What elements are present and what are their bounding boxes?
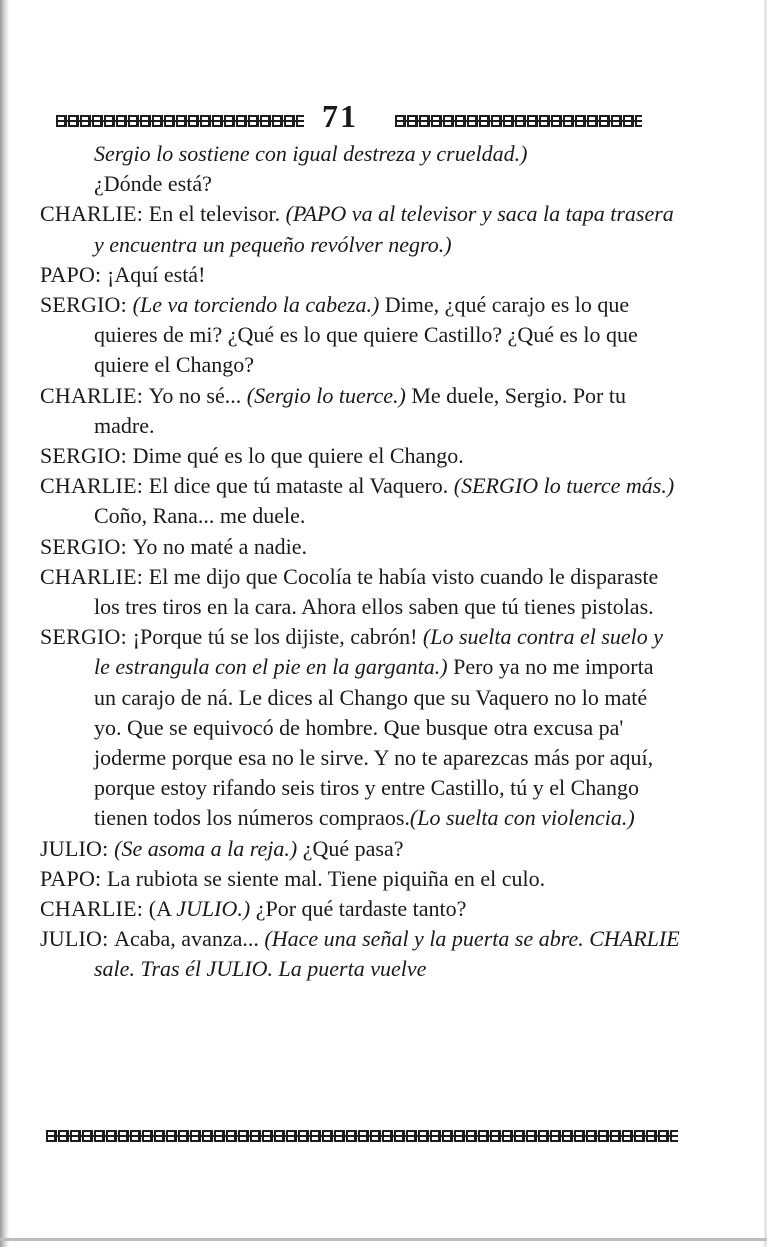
speaker-name: CHARLIE: [40, 563, 149, 589]
dialogue-text: ¿Dónde está? [94, 171, 212, 197]
footer-chain-ornament [46, 1130, 678, 1142]
dialogue-text: ¡Porque tú se los dijiste, cabrón! [132, 624, 423, 650]
stage-direction: (Hace una señal y la puerta se abre. CHARLIE sale. Tras él JULIO. La puerta vuelve [94, 926, 680, 982]
dialogue-line [40, 924, 680, 984]
speaker-name: PAPO: [40, 865, 108, 891]
dialogue-text: ¿Por qué tardaste tanto? [250, 896, 467, 922]
dialogue-text: Coño, Rana... me duele. [94, 503, 306, 529]
dialogue-line [40, 139, 680, 169]
dialogue-text: Yo no maté a nadie. [132, 533, 308, 559]
stage-direction: JULIO.) [176, 896, 251, 922]
dialogue-text: ¡Aquí está! [107, 261, 206, 287]
stage-direction: (Lo suelta con violencia.) [409, 805, 635, 831]
dialogue-text: (A [148, 896, 177, 922]
speaker-name: SERGIO: [40, 292, 133, 318]
dialogue-line [40, 441, 680, 471]
dialogue-text: Dime qué es lo que quiere el Chango. [132, 443, 464, 469]
speaker-name: SERGIO: [40, 533, 133, 559]
header-chain-ornament-left [56, 115, 304, 127]
stage-direction: (PAPO va al televisor y saca la tapa trasera y encuentra un pequeño revólver negro.) [94, 201, 674, 257]
dialogue-line [40, 562, 680, 622]
dialogue-line [40, 532, 680, 562]
dialogue-text: Acaba, avanza... [114, 926, 265, 952]
page-left-edge-shadow [0, 0, 9, 1247]
dialogue-text: El me dijo que Cocolía te había visto cuando le disparaste los tres tiros en la cara. Ahora ellos saben que tú tienes pistolas. [94, 563, 659, 620]
dialogue-text: Dime, ¿qué carajo es lo que quieres de mi? ¿Qué es lo que quiere Castillo? ¿Qué es lo que quiere el Chango? [94, 292, 638, 378]
stage-direction: Sergio lo sostiene con igual destreza y crueldad.) [94, 141, 528, 166]
page-number: 71 [322, 98, 358, 134]
speaker-name: CHARLIE: [40, 473, 149, 499]
header-chain-ornament-right [395, 115, 642, 127]
dialogue-line [40, 169, 680, 199]
dialogue-text: En el televisor. [148, 201, 286, 227]
speaker-name: SERGIO: [40, 624, 133, 650]
dialogue-line [40, 864, 680, 894]
dialogue-text: Me duele, Sergio. Por tu madre. [94, 382, 626, 438]
dialogue-line [40, 834, 680, 864]
speaker-name: CHARLIE: [40, 382, 149, 408]
dialogue-line [40, 894, 680, 924]
dialogue-line [40, 260, 680, 290]
speaker-name: JULIO: [40, 835, 115, 861]
dialogue-text: El dice que tú mataste al Vaquero. [148, 473, 454, 499]
stage-direction: (Le va torciendo la cabeza.) [132, 292, 380, 318]
stage-direction: (Sergio lo tuerce.) [246, 382, 406, 408]
dialogue-text: Pero ya no me importa un carajo de ná. Le dices al Chango que su Vaquero no lo maté yo. Que se equivocó de hombre. Que busque otra excusa pa' joderme porque esa no le sirve. Y no te aparezcas más por aquí, porque estoy rifando seis tiros y entre Castillo, tú y el Chango tienen todos los números compraos. [94, 654, 654, 831]
speaker-name: CHARLIE: [40, 201, 149, 227]
stage-direction: (SERGIO lo tuerce más.) [453, 473, 675, 499]
stage-direction: (Lo suelta contra el suelo y le estrangula con el pie en la garganta.) [94, 624, 664, 680]
page-bottom-edge [0, 1238, 767, 1241]
dialogue-text: La rubiota se siente mal. Tiene piquiña en el culo. [107, 865, 546, 891]
speaker-name: SERGIO: [40, 443, 133, 469]
speaker-name: PAPO: [40, 261, 108, 287]
dialogue-line [40, 381, 680, 441]
speaker-name: JULIO: [40, 926, 115, 952]
script-body-text [40, 139, 680, 985]
dialogue-line [40, 290, 680, 381]
dialogue-line [40, 622, 680, 833]
dialogue-text: Yo no sé... [148, 382, 247, 408]
dialogue-line [40, 199, 680, 259]
stage-direction: (Se asoma a la reja.) [114, 835, 298, 861]
dialogue-text: ¿Qué pasa? [297, 835, 404, 861]
speaker-name: CHARLIE: [40, 896, 149, 922]
dialogue-line [40, 471, 680, 531]
